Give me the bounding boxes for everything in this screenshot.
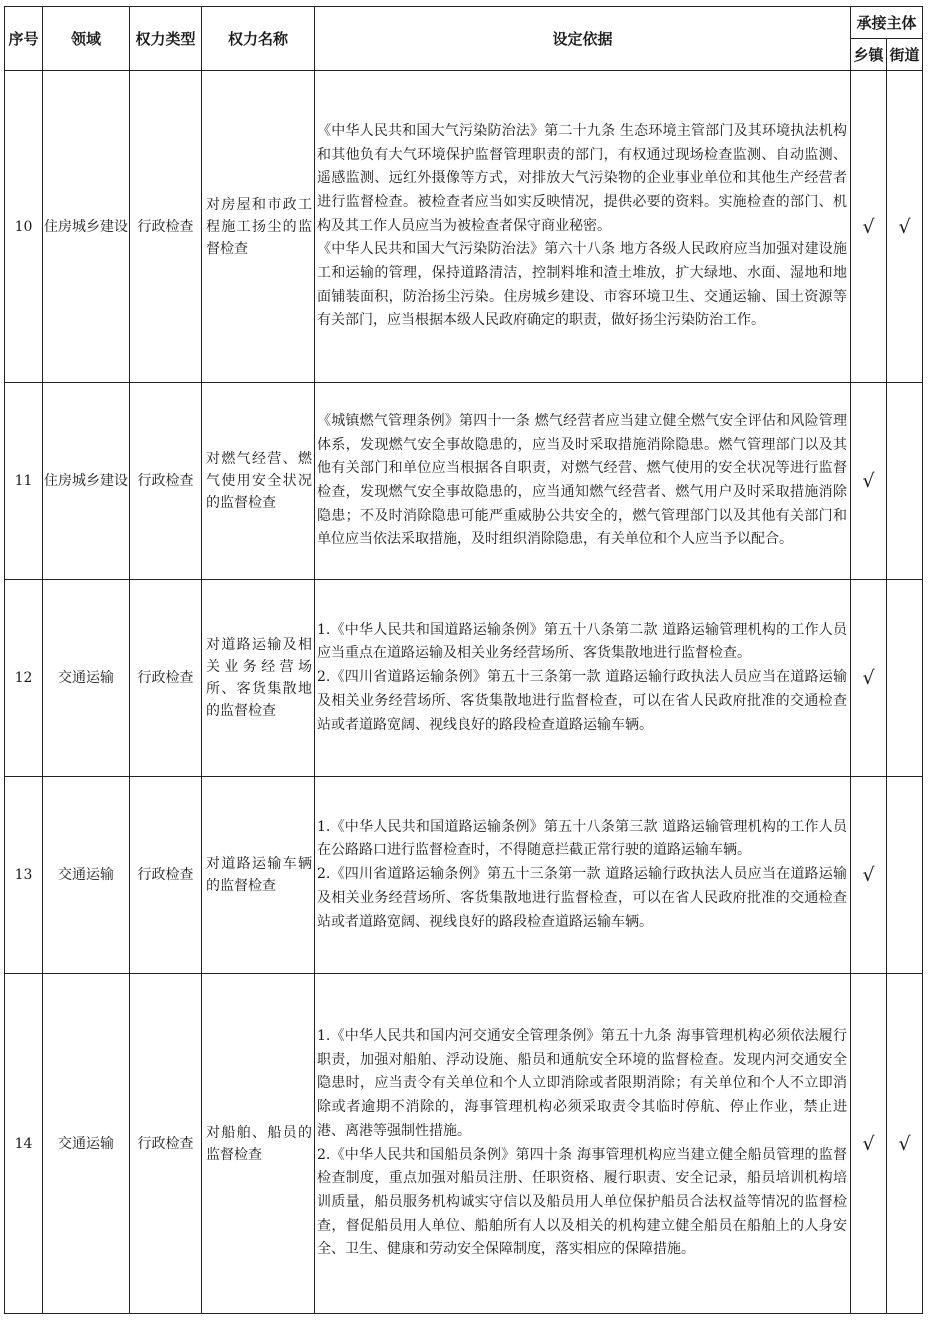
row-name: 对道路运输及相关业务经营场所、客货集散地的监督检查 [202, 580, 315, 777]
row-name: 对船舶、船员的监督检查 [202, 974, 315, 1314]
basis-clause: 《中华人民共和国大气污染防治法》第六十八条 地方各级人民政府应当加强对建设施工和运输的管理，保持道路清洁，控制料堆和渣土堆放，扩大绿地、水面、湿地和地面铺装面积，防治扬尘污染。住房城乡建设、市容环境卫生、交通运输、国土资源等有关部门，应当根据本级人民政府确定的职责，做好扬尘污染防治工作。 [317, 241, 847, 329]
township-check: √ [851, 974, 887, 1314]
basis-clause: 《中华人民共和国大气污染防治法》第二十九条 生态环境主管部门及其环境执法机构和其他负有大气环境保护监督管理职责的部门，有权通过现场检查监测、自动监测、遥感监测、远红外摄像等方式，对排放大气污染物的企业事业单位和其他生产经营者进行监督检查。被检查者应当如实反映情况，提供必要的资料。实施检查的部门、机构及其工作人员应当为被检查者保守商业秘密。 [317, 122, 847, 234]
header-type: 权力类型 [130, 7, 202, 71]
row-seq: 12 [5, 580, 43, 777]
table-row [5, 71, 923, 383]
row-basis [315, 71, 851, 383]
row-basis [315, 580, 851, 777]
row-field: 住房城乡建设 [43, 383, 130, 580]
subdistrict-check: √ [887, 974, 923, 1314]
township-check: √ [851, 580, 887, 777]
header-name: 权力名称 [202, 7, 315, 71]
township-check: √ [851, 777, 887, 974]
table-row [5, 777, 923, 974]
table-row [5, 974, 923, 1314]
row-name: 对道路运输车辆的监督检查 [202, 777, 315, 974]
row-field: 住房城乡建设 [43, 71, 130, 383]
township-check: √ [851, 383, 887, 580]
row-seq: 13 [5, 777, 43, 974]
row-basis [315, 777, 851, 974]
township-check: √ [851, 71, 887, 383]
row-type: 行政检查 [130, 580, 202, 777]
header-basis: 设定依据 [315, 7, 851, 71]
basis-clause: 1.《中华人民共和国道路运输条例》第五十八条第三款 道路运输管理机构的工作人员在公路路口进行监督检查时，不得随意拦截正常行驶的道路运输车辆。 [317, 818, 847, 859]
row-type: 行政检查 [130, 71, 202, 383]
row-seq: 11 [5, 383, 43, 580]
row-type: 行政检查 [130, 383, 202, 580]
row-name: 对燃气经营、燃气使用安全状况的监督检查 [202, 383, 315, 580]
row-seq: 10 [5, 71, 43, 383]
row-field: 交通运输 [43, 974, 130, 1314]
basis-clause: 1.《中华人民共和国道路运输条例》第五十八条第二款 道路运输管理机构的工作人员应当重点在道路运输及相关业务经营场所、客货集散地进行监督检查。 [317, 621, 847, 662]
row-basis [315, 383, 851, 580]
header-township: 乡镇 [851, 39, 887, 71]
basis-clause: 1.《中华人民共和国内河交通安全管理条例》第五十九条 海事管理机构必须依法履行职责，加强对船舶、浮动设施、船员和通航安全环境的监督检查。发现内河交通安全隐患时，应当责令有关单位和个人立即消除或者限期消除；有关单位和个人不立即消除或者逾期不消除的，海事管理机构必须采取责令其临时停航、停止作业，禁止进港、离港等强制性措施。 [317, 1027, 847, 1139]
table-row [5, 580, 923, 777]
table-row [5, 383, 923, 580]
header-seq: 序号 [5, 7, 43, 71]
basis-clause: 《城镇燃气管理条例》第四十一条 燃气经营者应当建立健全燃气安全评估和风险管理体系，发现燃气安全事故隐患的，应当及时采取措施消除隐患。燃气管理部门以及其他有关部门和单位应当根据各自职责，对燃气经营、燃气使用的安全状况等进行监督检查，发现燃气安全事故隐患的，应当通知燃气经营者、燃气用户及时采取措施消除隐患；不及时消除隐患可能严重威胁公共安全的，燃气管理部门以及其他有关部门和单位应当依法采取措施，及时组织消除隐患，有关单位和个人应当予以配合。 [317, 412, 847, 548]
power-list-table [4, 6, 923, 1314]
header-subdistrict: 街道 [887, 39, 923, 71]
subdistrict-check [887, 383, 923, 580]
row-basis [315, 974, 851, 1314]
row-seq: 14 [5, 974, 43, 1314]
row-type: 行政检查 [130, 777, 202, 974]
basis-clause: 2.《四川省道路运输条例》第五十三条第一款 道路运输行政执法人员应当在道路运输及相关业务经营场所、客货集散地进行监督检查，可以在省人民政府批准的交通检查站或者道路宽阔、视线良好的路段检查道路运输车辆。 [317, 866, 847, 930]
row-type: 行政检查 [130, 974, 202, 1314]
basis-clause: 2.《四川省道路运输条例》第五十三条第一款 道路运输行政执法人员应当在道路运输及相关业务经营场所、客货集散地进行监督检查，可以在省人民政府批准的交通检查站或者道路宽阔、视线良好的路段检查道路运输车辆。 [317, 669, 847, 733]
row-field: 交通运输 [43, 580, 130, 777]
subdistrict-check [887, 777, 923, 974]
subdistrict-check [887, 580, 923, 777]
row-name: 对房屋和市政工程施工扬尘的监督检查 [202, 71, 315, 383]
row-field: 交通运输 [43, 777, 130, 974]
basis-clause: 2.《中华人民共和国船员条例》第四十条 海事管理机构应当建立健全船员管理的监督检查制度，重点加强对船员注册、任职资格、履行职责、安全记录，船员培训机构培训质量，船员服务机构诚实守信以及船员用人单位保护船员合法权益等情况的监督检查，督促船员用人单位、船舶所有人以及相关的机构建立健全船员在船舶上的人身安全、卫生、健康和劳动安全保障制度，落实相应的保障措施。 [317, 1146, 847, 1258]
header-field: 领域 [43, 7, 130, 71]
subdistrict-check: √ [887, 71, 923, 383]
header-subject: 承接主体 [851, 7, 923, 39]
